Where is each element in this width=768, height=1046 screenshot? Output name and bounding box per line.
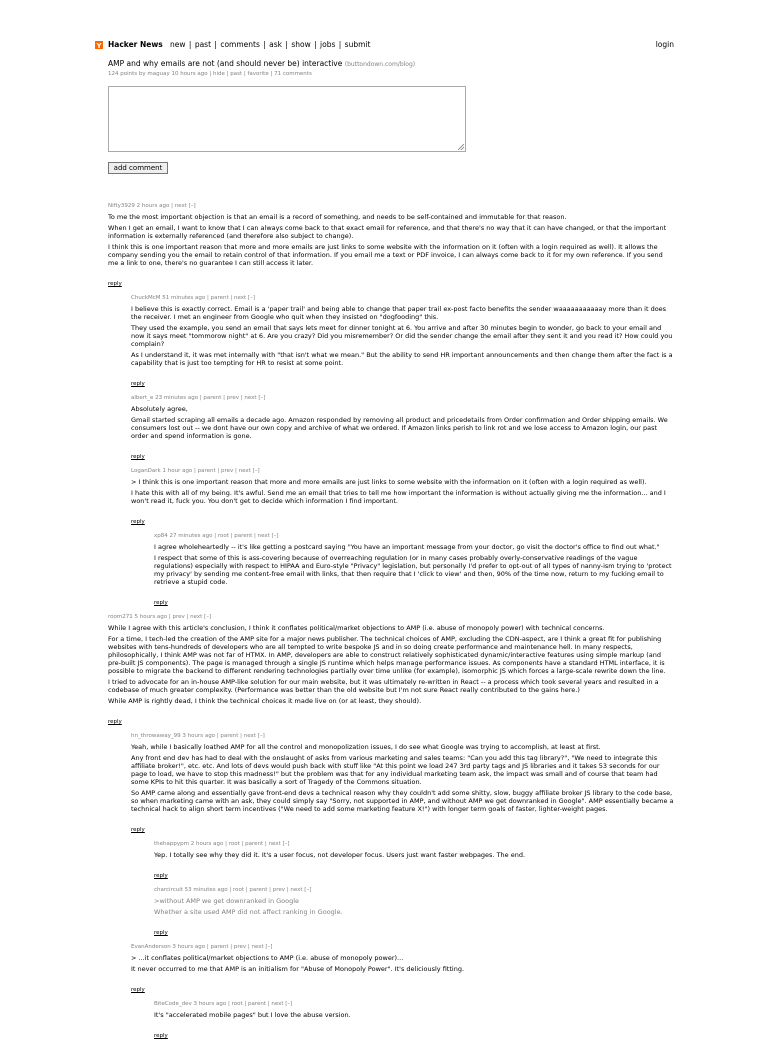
comment-meta[interactable]: Nifty3929 2 hours ago | next [–]	[108, 203, 196, 209]
comment-meta[interactable]: room271 5 hours ago | prev | next [–]	[108, 614, 212, 620]
comment	[131, 732, 674, 836]
comment	[154, 1000, 672, 1042]
site-name-link[interactable]: Hacker News	[108, 40, 163, 49]
comment-text: Gmail started scraping all emails a decade ago. Amazon responded by removing all product and pricedetails from Order confirmation and Order shipping emails. We consumers lost out -- we dont have our own copy and archive of what we ordered. If Amazon links perish to link rot and we lose access to Amazon login, our past order and spend information is gone.	[131, 416, 668, 440]
comment-text: For a time, I tech-led the creation of the AMP site for a major news publisher. The technical choices of AMP, excluding the CDN-aspect, are I think a great fit for publishing websites with tens-hundreds of developers who are all tempted to write bespoke JS and in so doing create performance and maintenance hell. In many respects, philosophically, I think AMP was not far of HTMX. In AMP, developers are able to construct relatively sophisticated dynamic/interactive features using simple markup (and pre-built JS components). The page is managed through a single JS runtime which helps manage performance issues. As components have a standard HTML interface, it is possible to migrate the backend to different rendering technologies partially over time unlike (for example), isomorphic JS which forces a large-scale rewrite down the line.	[108, 635, 666, 675]
comment-meta[interactable]: ChuckMcM 51 minutes ago | parent | next [–]	[131, 295, 255, 301]
comment-text: While I agree with this article's conclusion, I think it conflates political/market objections to AMP (i.e. abuse of monopoly power) with technical concerns.	[108, 624, 605, 632]
comment-meta[interactable]: thehappypm 2 hours ago | root | parent | next [–]	[154, 841, 290, 847]
comment-text: While AMP is rightly dead, I think the technical choices it made live on (or at least, they should).	[108, 697, 422, 705]
comment-text: I believe this is exactly correct. Email is a 'paper trail' and being able to change that paper trail ex-post facto benefits the sender waaaaaaaaaaay more than it does the receiver. I met an engineer from Google who quit when they insisted on "dogfooding" this.	[131, 305, 667, 321]
story-title-link[interactable]: AMP and why emails are not (and should never be) interactive	[108, 59, 343, 68]
comment-meta[interactable]: hn_throwaway_99 3 hours ago | parent | next [–]	[131, 733, 265, 739]
comment-text: When I get an email, I want to know that I can always come back to that exact email for reference, and that there's no way that it can have changed, or that the important information is externally referenced (and therefore also subject to change).	[108, 224, 667, 240]
login-link[interactable]: login	[655, 40, 674, 49]
comment-text: Yep. I totally see why they did it. It's a user focus, not developer focus. Users just want faster webpages. The end.	[154, 851, 526, 859]
comment-textarea[interactable]	[108, 86, 466, 152]
comment-text: Whether a site used AMP did not affect ranking in Google.	[154, 908, 343, 916]
nav-comments[interactable]: comments	[220, 40, 260, 49]
comment-text: Absolutely agree,	[131, 405, 188, 413]
nav-links: new | past | comments | ask | show | jobs | submit	[170, 40, 371, 49]
story	[108, 58, 668, 78]
comment-text: It's "accelerated mobile pages" but I love the abuse version.	[154, 1011, 351, 1019]
reply-link[interactable]: reply	[131, 987, 145, 993]
comment-meta[interactable]: xp84 27 minutes ago | root | parent | next [–]	[154, 533, 279, 539]
reply-link[interactable]: reply	[108, 719, 122, 725]
comment-text: Any front end dev has had to deal with the onslaught of asks from various marketing and sales teams: "Can you add this tag library?", "We need to integrate this affiliate broker!", etc. etc. And lots of devs would push back with stuff like "At this point we load 247 3rd party tags and JS libraries and it takes 53 seconds for our page to load, we have to stop this madness!" but the problem was that for any individual marketing team ask, the impact was small and of course that team had some KPIs to hit this quarter. It was basically a sort of Tragedy of the Commons situation.	[131, 754, 660, 786]
comment-tree	[0, 202, 768, 1046]
comment-text: I tried to advocate for an in-house AMP-like solution for our main website, but it was ultimately re-written in React -- a process which took several years and resulted in a codebase of much greater complexity. (Performance was better than the old website but I'm not sure React really contributed to the gains here.)	[108, 678, 659, 694]
comment	[131, 394, 674, 463]
comment-text: > ...it conflates political/market objections to AMP (i.e. abuse of monopoly power)...	[131, 954, 404, 962]
story-subtext: 124 points by maguay 10 hours ago | hide | past | favorite | 71 comments	[108, 71, 312, 77]
comment	[108, 202, 672, 290]
reply-link[interactable]: reply	[131, 454, 145, 460]
add-comment-button[interactable]: add comment	[108, 162, 168, 174]
comment-meta[interactable]: BiteCode_dev 3 hours ago | root | parent | next [–]	[154, 1001, 293, 1007]
comment	[154, 532, 672, 609]
comment-text: I respect that some of this is ass-covering because of overreaching regulation (or in many cases probably overly-conservative readings of the vague regulations) especially with respect to HIPAA and Euro-style "Privacy" legislation, but personally I'd prefer to opt-out of all types of nanny-ism trying to 'protect my privacy' by sending me content-free email with links, that then require that I 'click to view' and then, 90% of the time now, return to my fucking email to retrieve a stupid code.	[154, 554, 672, 586]
comment-text: It never occurred to me that AMP is an initialism for "Abuse of Monopoly Power". It's deliciously fitting.	[131, 965, 465, 973]
reply-link[interactable]: reply	[131, 827, 145, 833]
comment-text: As I understand it, it was met internally with "that isn't what we mean." But the ability to send HR important announcements and then change them after the fact is a capability that is just too tempting for HR to resist at some point.	[131, 351, 673, 367]
comment-text: So AMP came along and essentially gave front-end devs a technical reason why they couldn't add some shitty, slow, buggy affiliate broker JS library to the code base, so when marketing came with an ask, they could simply say "Sorry, not supported in AMP, and without AMP we get downranked in Google". AMP essentially became a technical hack to align short term incentives ("We need to add some marketing feature X!") with longer term goals of faster, lighter-weight pages.	[131, 789, 674, 813]
reply-link[interactable]: reply	[154, 1033, 168, 1039]
y-logo-icon[interactable]: Y	[94, 40, 104, 50]
reply-link[interactable]: reply	[154, 873, 168, 879]
comment-text: I think this is one important reason that more and more emails are just links to some website with the information on it (often with a login required as well). It allows the company sending you the email to retain control of that information. If you email me a text or PDF invoice, I can always come back to it for my own reference. If you send me a link to one, there's no guarantee I can still access it later.	[108, 243, 663, 267]
comment	[154, 886, 672, 939]
nav-show[interactable]: show	[291, 40, 311, 49]
comment	[131, 294, 674, 390]
reply-link[interactable]: reply	[154, 600, 168, 606]
comment-text: I hate this with all of my being. It's awful. Send me an email that tries to tell me how important the information is without actually giving me the information... and I won't read it, fuck you. You don't get to decide which information I find important.	[131, 489, 666, 505]
reply-link[interactable]: reply	[154, 930, 168, 936]
comment-text: I agree wholeheartedly -- it's like getting a postcard saying "You have an important message from your doctor, go visit the doctor's office to find out what."	[154, 543, 660, 551]
nav-past[interactable]: past	[194, 40, 212, 49]
comment-text: Yeah, while I basically loathed AMP for all the control and monopolization issues, I do see what Google was trying to accomplish, at least at first.	[131, 743, 601, 751]
nav-jobs[interactable]: jobs	[320, 40, 336, 49]
comment	[131, 467, 674, 528]
reply-link[interactable]: reply	[108, 281, 122, 287]
comment	[154, 840, 672, 882]
comment-meta[interactable]: LoganDark 1 hour ago | parent | prev | next [–]	[131, 468, 260, 474]
comment-meta[interactable]: charcircuit 53 minutes ago | root | parent | prev | next [–]	[154, 887, 312, 893]
comment-meta[interactable]: albert_e 23 minutes ago | parent | prev | next [–]	[131, 395, 266, 401]
top-bar	[94, 38, 674, 52]
comment-text: > I think this is one important reason that more and more emails are just links to some website with the information on it (often with a login required as well).	[131, 478, 647, 486]
nav-submit[interactable]: submit	[344, 40, 371, 49]
comment-text: To me the most important objection is that an email is a record of something, and needs to be self-contained and immutable for that reason.	[108, 213, 567, 221]
comment	[108, 613, 672, 728]
reply-link[interactable]: reply	[131, 519, 145, 525]
comment-text: >without AMP we get downranked in Google	[154, 897, 300, 905]
nav-ask[interactable]: ask	[269, 40, 283, 49]
comment-meta[interactable]: EvanAnderson 3 hours ago | parent | prev | next [–]	[131, 944, 273, 950]
comment-text: They used the example, you send an email that says lets meet for dinner tonight at 6. You arrive and after 30 minutes begin to wonder, go back to your email and now it says meet "tommorow night" at 6. Are you crazy? Did you misremember? Or did the sender change the email after they sent it and you read it? How could you complain?	[131, 324, 673, 348]
nav-new[interactable]: new	[170, 40, 186, 49]
comment	[131, 943, 674, 996]
reply-link[interactable]: reply	[131, 381, 145, 387]
resize-grip-icon[interactable]	[458, 144, 464, 150]
story-domain-link[interactable]: (buttondown.com/blog)	[344, 61, 416, 68]
